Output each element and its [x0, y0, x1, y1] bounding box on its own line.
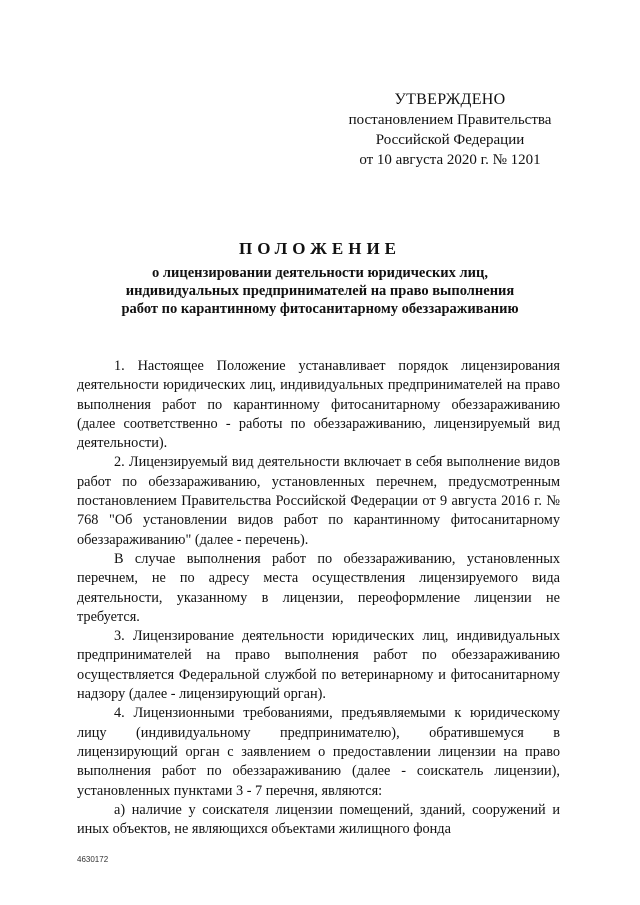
paragraph-2-note: В случае выполнения работ по обеззараживанию, установленных перечнем, не по адресу места осуществления лицензируемого вида деятельности, указанному в лицензии, переоформление лицензии не требуется.	[77, 550, 560, 625]
paragraph-4a: а) наличие у соискателя лицензии помещений, зданий, сооружений и иных объектов, не являющихся объектами жилищного фонда	[77, 801, 560, 838]
document-title-block	[60, 238, 580, 318]
approval-line-3: от 10 августа 2020 г. № 1201	[359, 152, 541, 168]
document-code: 4630172	[77, 855, 109, 864]
paragraph-3: 3. Лицензирование деятельности юридических лиц, индивидуальных предпринимателей на право выполнения работ по обеззараживанию осуществляется Федеральной службой по ветеринарному и фитосанитарному надзору (далее - лицензирующий орган).	[77, 628, 560, 703]
paragraph-4: 4. Лицензионными требованиями, предъявляемыми к юридическому лицу (индивидуальному предпринимателю), обратившемуся в лицензирующий орган с заявлением о предоставлении лицензии на право выполнения работ по обеззараживанию (далее - соискатель лицензии), установленных пунктами 3 - 7 перечня, являются:	[77, 705, 560, 799]
approval-line-2: Российской Федерации	[375, 132, 525, 148]
document-subtitle-line-2: индивидуальных предпринимателей на право выполнения	[125, 283, 515, 299]
document-subtitle-line-1: о лицензировании деятельности юридических лиц,	[152, 265, 488, 281]
approval-line-1: постановлением Правительства	[348, 112, 552, 128]
document-subtitle-line-3: работ по карантинному фитосанитарному обеззараживанию	[121, 301, 519, 317]
approval-stamp	[340, 90, 560, 170]
paragraph-1: 1. Настоящее Положение устанавливает порядок лицензирования деятельности юридических лиц, индивидуальных предпринимателей на право выполнения работ по карантинному фитосанитарному обеззараживанию (далее соответственно - работы по обеззараживанию, лицензируемый вид деятельности).	[77, 358, 560, 452]
approval-heading: УТВЕРЖДЕНО	[394, 91, 506, 108]
paragraph-2: 2. Лицензируемый вид деятельности включает в себя выполнение видов работ по обеззараживанию, установленных перечнем, предусмотренным постановлением Правительства Российской Федерации от 9 августа 2016 г. № 768 "Об установлении видов работ по карантинному фитосанитарному обеззараживанию" (далее - перечень).	[77, 454, 560, 548]
document-body	[77, 357, 560, 839]
document-title: ПОЛОЖЕНИЕ	[239, 239, 401, 258]
